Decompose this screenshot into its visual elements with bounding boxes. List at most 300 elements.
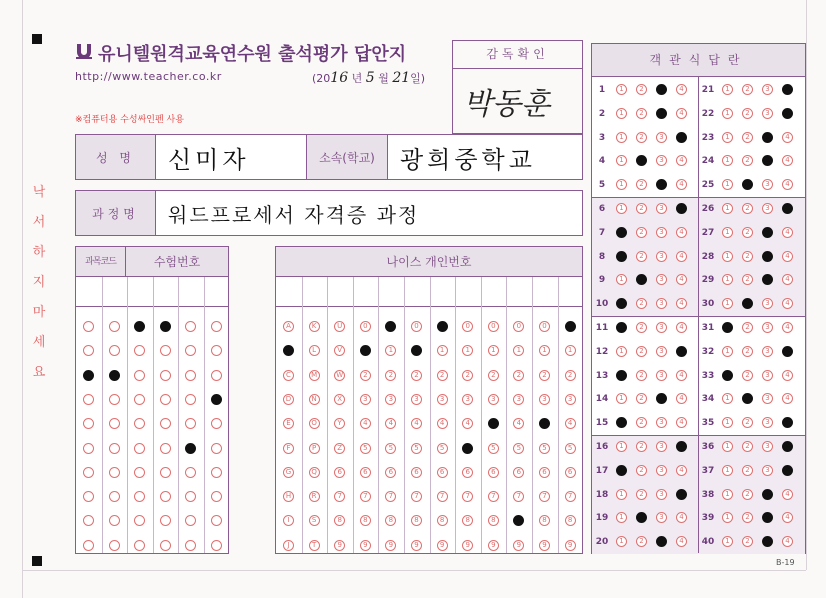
bubble[interactable]: 1 — [565, 345, 576, 356]
bubble[interactable]: 2 — [437, 370, 448, 381]
bubble[interactable]: 3 — [762, 108, 773, 119]
bubble[interactable]: 2 — [513, 370, 524, 381]
bubble[interactable] — [134, 491, 145, 502]
marked-bubble[interactable] — [109, 370, 120, 381]
bubble[interactable]: 9 — [488, 540, 499, 551]
bubble[interactable]: 4 — [676, 155, 687, 166]
bubble[interactable]: 4 — [676, 251, 687, 262]
bubble[interactable]: 3 — [488, 394, 499, 405]
bubble[interactable]: 1 — [722, 512, 733, 523]
bubble[interactable] — [109, 467, 120, 478]
bubble[interactable]: 1 — [722, 227, 733, 238]
bubble[interactable]: 6 — [565, 467, 576, 478]
bubble[interactable] — [160, 345, 171, 356]
bubble[interactable]: 5 — [565, 443, 576, 454]
bubble[interactable] — [83, 443, 94, 454]
bubble[interactable]: 8 — [488, 515, 499, 526]
marked-bubble[interactable]: 3 — [656, 536, 667, 547]
bubble[interactable]: 1 — [722, 108, 733, 119]
bubble[interactable]: 1 — [616, 441, 627, 452]
bubble[interactable]: 4 — [782, 370, 793, 381]
bubble[interactable]: F — [283, 443, 294, 454]
bubble[interactable]: 3 — [656, 346, 667, 357]
bubble[interactable]: D — [283, 394, 294, 405]
bubble[interactable]: 6 — [539, 467, 550, 478]
bubble[interactable]: 2 — [411, 370, 422, 381]
bubble[interactable]: 8 — [539, 515, 550, 526]
marked-bubble[interactable]: 3 — [762, 512, 773, 523]
bubble[interactable]: 2 — [742, 274, 753, 285]
marked-bubble[interactable] — [211, 394, 222, 405]
bubble[interactable]: Y — [334, 418, 345, 429]
bubble[interactable]: 4 — [411, 418, 422, 429]
bubble[interactable]: 0 — [539, 321, 550, 332]
bubble[interactable] — [211, 345, 222, 356]
marked-bubble[interactable]: 0 — [385, 321, 396, 332]
bubble[interactable]: J — [283, 540, 294, 551]
bubble[interactable]: O — [309, 418, 320, 429]
marked-bubble[interactable]: 1 — [616, 298, 627, 309]
bubble[interactable]: 4 — [676, 179, 687, 190]
bubble[interactable]: 6 — [488, 467, 499, 478]
bubble[interactable]: 2 — [742, 417, 753, 428]
bubble[interactable]: 4 — [676, 512, 687, 523]
bubble[interactable]: 9 — [385, 540, 396, 551]
bubble[interactable]: 2 — [742, 536, 753, 547]
marked-bubble[interactable]: 4 — [676, 441, 687, 452]
marked-bubble[interactable]: 1 — [616, 417, 627, 428]
bubble[interactable]: 2 — [636, 441, 647, 452]
bubble[interactable]: 3 — [762, 465, 773, 476]
marked-bubble[interactable]: 4 — [676, 203, 687, 214]
bubble[interactable] — [211, 370, 222, 381]
bubble[interactable] — [109, 443, 120, 454]
bubble[interactable]: 1 — [722, 251, 733, 262]
bubble[interactable]: 1 — [616, 274, 627, 285]
marked-bubble[interactable]: 1 — [616, 251, 627, 262]
bubble[interactable]: 2 — [636, 465, 647, 476]
bubble[interactable]: 4 — [676, 370, 687, 381]
bubble[interactable] — [211, 515, 222, 526]
bubble[interactable]: 2 — [636, 203, 647, 214]
bubble[interactable]: 2 — [742, 346, 753, 357]
bubble[interactable]: 2 — [742, 441, 753, 452]
bubble[interactable]: 4 — [676, 465, 687, 476]
marked-bubble[interactable] — [185, 443, 196, 454]
bubble[interactable] — [83, 321, 94, 332]
bubble[interactable]: 4 — [782, 251, 793, 262]
bubble[interactable] — [134, 345, 145, 356]
bubble[interactable]: 3 — [656, 489, 667, 500]
bubble[interactable] — [109, 345, 120, 356]
bubble[interactable]: 3 — [656, 298, 667, 309]
bubble[interactable]: V — [334, 345, 345, 356]
bubble[interactable]: 3 — [360, 394, 371, 405]
bubble[interactable]: 3 — [762, 322, 773, 333]
bubble[interactable]: 4 — [782, 132, 793, 143]
marked-bubble[interactable] — [83, 370, 94, 381]
bubble[interactable]: M — [309, 370, 320, 381]
bubble[interactable]: 7 — [513, 491, 524, 502]
bubble[interactable] — [160, 443, 171, 454]
bubble[interactable]: 2 — [742, 155, 753, 166]
bubble[interactable]: 8 — [462, 515, 473, 526]
bubble[interactable]: 4 — [782, 512, 793, 523]
bubble[interactable]: 6 — [360, 467, 371, 478]
bubble[interactable]: 3 — [762, 179, 773, 190]
bubble[interactable]: 4 — [782, 155, 793, 166]
bubble[interactable] — [134, 418, 145, 429]
bubble[interactable]: 6 — [462, 467, 473, 478]
bubble[interactable]: 4 — [782, 298, 793, 309]
bubble[interactable] — [185, 467, 196, 478]
bubble[interactable]: 2 — [636, 84, 647, 95]
bubble[interactable] — [83, 491, 94, 502]
bubble[interactable]: R — [309, 491, 320, 502]
bubble[interactable]: 3 — [762, 417, 773, 428]
bubble[interactable]: 0 — [462, 321, 473, 332]
bubble[interactable]: 3 — [762, 84, 773, 95]
bubble[interactable]: 3 — [656, 370, 667, 381]
marked-bubble[interactable]: 3 — [656, 393, 667, 404]
bubble[interactable]: 9 — [360, 540, 371, 551]
bubble[interactable] — [109, 418, 120, 429]
bubble[interactable] — [160, 394, 171, 405]
bubble[interactable]: Q — [309, 467, 320, 478]
bubble[interactable]: 0 — [488, 321, 499, 332]
bubble[interactable]: 1 — [722, 132, 733, 143]
bubble[interactable]: 3 — [762, 393, 773, 404]
marked-bubble[interactable]: 3 — [656, 108, 667, 119]
bubble[interactable]: 6 — [334, 467, 345, 478]
marked-bubble[interactable]: 3 — [656, 84, 667, 95]
bubble[interactable]: 1 — [616, 155, 627, 166]
bubble[interactable]: 2 — [462, 370, 473, 381]
marked-bubble[interactable]: 0 — [437, 321, 448, 332]
bubble[interactable]: 3 — [656, 274, 667, 285]
marked-bubble[interactable]: 1 — [722, 370, 733, 381]
bubble[interactable]: 7 — [488, 491, 499, 502]
bubble[interactable]: 8 — [385, 515, 396, 526]
marked-bubble[interactable]: 3 — [656, 179, 667, 190]
bubble[interactable]: 2 — [636, 346, 647, 357]
bubble[interactable]: 3 — [656, 322, 667, 333]
bubble[interactable] — [185, 540, 196, 551]
bubble[interactable]: W — [334, 370, 345, 381]
bubble[interactable]: 2 — [742, 512, 753, 523]
bubble[interactable]: 3 — [539, 394, 550, 405]
bubble[interactable]: 9 — [437, 540, 448, 551]
bubble[interactable] — [160, 418, 171, 429]
bubble[interactable] — [211, 418, 222, 429]
bubble[interactable]: L — [309, 345, 320, 356]
bubble[interactable]: 3 — [565, 394, 576, 405]
bubble[interactable]: 9 — [513, 540, 524, 551]
bubble[interactable]: G — [283, 467, 294, 478]
bubble[interactable]: 1 — [722, 346, 733, 357]
bubble[interactable]: 3 — [656, 441, 667, 452]
bubble[interactable]: 3 — [656, 203, 667, 214]
bubble[interactable]: 2 — [742, 489, 753, 500]
marked-bubble[interactable]: 1 — [360, 345, 371, 356]
marked-bubble[interactable]: 4 — [488, 418, 499, 429]
bubble[interactable]: 7 — [462, 491, 473, 502]
bubble[interactable]: 1 — [722, 465, 733, 476]
marked-bubble[interactable]: 2 — [742, 179, 753, 190]
bubble[interactable]: 2 — [636, 322, 647, 333]
bubble[interactable]: C — [283, 370, 294, 381]
bubble[interactable]: 1 — [437, 345, 448, 356]
bubble[interactable]: 1 — [722, 203, 733, 214]
bubble[interactable]: 3 — [411, 394, 422, 405]
bubble[interactable]: 3 — [656, 251, 667, 262]
bubble[interactable]: 0 — [513, 321, 524, 332]
bubble[interactable]: 0 — [360, 321, 371, 332]
bubble[interactable]: 3 — [762, 346, 773, 357]
marked-bubble[interactable]: 4 — [782, 84, 793, 95]
bubble[interactable]: E — [283, 418, 294, 429]
bubble[interactable]: S — [309, 515, 320, 526]
bubble[interactable]: 5 — [437, 443, 448, 454]
marked-bubble[interactable]: 3 — [762, 227, 773, 238]
bubble[interactable] — [185, 321, 196, 332]
bubble[interactable]: 1 — [722, 536, 733, 547]
bubble[interactable]: 1 — [616, 346, 627, 357]
bubble[interactable]: 2 — [742, 227, 753, 238]
bubble[interactable]: 1 — [722, 274, 733, 285]
bubble[interactable]: 3 — [762, 203, 773, 214]
bubble[interactable]: 1 — [616, 512, 627, 523]
bubble[interactable]: 9 — [334, 540, 345, 551]
bubble[interactable]: 2 — [636, 251, 647, 262]
bubble[interactable]: 2 — [742, 322, 753, 333]
bubble[interactable] — [134, 515, 145, 526]
bubble[interactable] — [160, 370, 171, 381]
bubble[interactable]: 2 — [742, 251, 753, 262]
bubble[interactable]: A — [283, 321, 294, 332]
bubble[interactable]: 4 — [782, 322, 793, 333]
bubble[interactable]: 3 — [656, 465, 667, 476]
bubble[interactable] — [185, 345, 196, 356]
bubble[interactable]: 9 — [462, 540, 473, 551]
marked-bubble[interactable]: 3 — [762, 132, 773, 143]
bubble[interactable]: 1 — [722, 84, 733, 95]
bubble[interactable]: 4 — [513, 418, 524, 429]
bubble[interactable]: I — [283, 515, 294, 526]
marked-bubble[interactable]: 4 — [782, 465, 793, 476]
bubble[interactable] — [83, 515, 94, 526]
bubble[interactable] — [134, 540, 145, 551]
bubble[interactable] — [109, 491, 120, 502]
marked-bubble[interactable]: B — [283, 345, 294, 356]
bubble[interactable] — [185, 394, 196, 405]
bubble[interactable]: 6 — [437, 467, 448, 478]
bubble[interactable]: 2 — [636, 227, 647, 238]
bubble[interactable]: 7 — [437, 491, 448, 502]
bubble[interactable]: 3 — [762, 441, 773, 452]
bubble[interactable]: 4 — [782, 536, 793, 547]
bubble[interactable]: 8 — [360, 515, 371, 526]
bubble[interactable]: 2 — [636, 536, 647, 547]
bubble[interactable] — [211, 467, 222, 478]
bubble[interactable]: 5 — [385, 443, 396, 454]
bubble[interactable]: 3 — [656, 417, 667, 428]
bubble[interactable]: 2 — [539, 370, 550, 381]
marked-bubble[interactable]: 4 — [782, 108, 793, 119]
bubble[interactable]: 4 — [782, 274, 793, 285]
marked-bubble[interactable] — [160, 321, 171, 332]
bubble[interactable]: 0 — [411, 321, 422, 332]
marked-bubble[interactable]: 8 — [513, 515, 524, 526]
bubble[interactable] — [109, 321, 120, 332]
bubble[interactable]: N — [309, 394, 320, 405]
bubble[interactable]: 1 — [616, 132, 627, 143]
bubble[interactable] — [134, 443, 145, 454]
bubble[interactable] — [109, 515, 120, 526]
bubble[interactable]: 2 — [636, 417, 647, 428]
marked-bubble[interactable]: 1 — [616, 227, 627, 238]
bubble[interactable]: 2 — [636, 108, 647, 119]
bubble[interactable]: 1 — [462, 345, 473, 356]
marked-bubble[interactable]: 4 — [782, 346, 793, 357]
bubble[interactable]: 2 — [636, 179, 647, 190]
bubble[interactable]: 1 — [616, 536, 627, 547]
bubble[interactable]: 7 — [565, 491, 576, 502]
bubble[interactable]: 7 — [334, 491, 345, 502]
marked-bubble[interactable]: 4 — [676, 346, 687, 357]
bubble[interactable] — [211, 321, 222, 332]
bubble[interactable] — [83, 394, 94, 405]
bubble[interactable]: 3 — [385, 394, 396, 405]
bubble[interactable]: 4 — [782, 393, 793, 404]
bubble[interactable]: 1 — [722, 393, 733, 404]
bubble[interactable]: 1 — [722, 441, 733, 452]
bubble[interactable]: 5 — [488, 443, 499, 454]
bubble[interactable]: 7 — [385, 491, 396, 502]
bubble[interactable]: 7 — [411, 491, 422, 502]
marked-bubble[interactable]: 2 — [636, 155, 647, 166]
bubble[interactable]: 9 — [565, 540, 576, 551]
bubble[interactable]: 2 — [742, 370, 753, 381]
marked-bubble[interactable]: 3 — [762, 489, 773, 500]
bubble[interactable] — [185, 418, 196, 429]
marked-bubble[interactable]: 0 — [565, 321, 576, 332]
bubble[interactable] — [211, 443, 222, 454]
bubble[interactable]: 5 — [360, 443, 371, 454]
bubble[interactable] — [83, 467, 94, 478]
bubble[interactable]: H — [283, 491, 294, 502]
bubble[interactable]: 1 — [539, 345, 550, 356]
bubble[interactable]: U — [334, 321, 345, 332]
bubble[interactable] — [160, 491, 171, 502]
marked-bubble[interactable]: 4 — [676, 489, 687, 500]
bubble[interactable]: 4 — [360, 418, 371, 429]
bubble[interactable] — [185, 491, 196, 502]
marked-bubble[interactable]: 1 — [616, 465, 627, 476]
bubble[interactable]: 1 — [616, 203, 627, 214]
bubble[interactable]: 2 — [385, 370, 396, 381]
bubble[interactable] — [185, 370, 196, 381]
marked-bubble[interactable]: 4 — [539, 418, 550, 429]
bubble[interactable]: 4 — [782, 227, 793, 238]
bubble[interactable]: 2 — [360, 370, 371, 381]
marked-bubble[interactable]: 4 — [782, 417, 793, 428]
bubble[interactable] — [211, 540, 222, 551]
bubble[interactable]: 4 — [565, 418, 576, 429]
bubble[interactable]: 3 — [513, 394, 524, 405]
bubble[interactable]: 1 — [616, 489, 627, 500]
bubble[interactable]: 1 — [722, 155, 733, 166]
bubble[interactable]: 2 — [636, 393, 647, 404]
bubble[interactable]: 6 — [411, 467, 422, 478]
bubble[interactable] — [185, 515, 196, 526]
bubble[interactable]: 4 — [676, 393, 687, 404]
bubble[interactable]: 4 — [782, 489, 793, 500]
bubble[interactable]: 1 — [722, 179, 733, 190]
bubble[interactable]: K — [309, 321, 320, 332]
marked-bubble[interactable]: 3 — [762, 274, 773, 285]
bubble[interactable]: 1 — [616, 84, 627, 95]
bubble[interactable]: 8 — [411, 515, 422, 526]
bubble[interactable]: 4 — [676, 274, 687, 285]
bubble[interactable]: 2 — [742, 108, 753, 119]
bubble[interactable]: 2 — [742, 203, 753, 214]
bubble[interactable]: 4 — [676, 227, 687, 238]
bubble[interactable]: 9 — [539, 540, 550, 551]
bubble[interactable]: 3 — [656, 132, 667, 143]
marked-bubble[interactable]: 2 — [742, 298, 753, 309]
marked-bubble[interactable]: 1 — [411, 345, 422, 356]
bubble[interactable]: 1 — [385, 345, 396, 356]
bubble[interactable]: Z — [334, 443, 345, 454]
marked-bubble[interactable]: 3 — [762, 155, 773, 166]
bubble[interactable]: 5 — [513, 443, 524, 454]
bubble[interactable]: 4 — [462, 418, 473, 429]
bubble[interactable]: 9 — [411, 540, 422, 551]
bubble[interactable]: 2 — [636, 370, 647, 381]
bubble[interactable] — [109, 540, 120, 551]
marked-bubble[interactable]: 3 — [762, 251, 773, 262]
bubble[interactable]: 6 — [513, 467, 524, 478]
bubble[interactable] — [134, 467, 145, 478]
bubble[interactable]: 2 — [488, 370, 499, 381]
marked-bubble[interactable]: 1 — [722, 322, 733, 333]
marked-bubble[interactable]: 1 — [616, 322, 627, 333]
bubble[interactable] — [109, 394, 120, 405]
bubble[interactable]: 8 — [565, 515, 576, 526]
bubble[interactable]: 4 — [676, 417, 687, 428]
bubble[interactable]: 2 — [636, 489, 647, 500]
bubble[interactable]: 7 — [360, 491, 371, 502]
bubble[interactable]: 2 — [565, 370, 576, 381]
bubble[interactable] — [160, 540, 171, 551]
bubble[interactable]: 3 — [656, 155, 667, 166]
marked-bubble[interactable]: 2 — [742, 393, 753, 404]
bubble[interactable]: 1 — [616, 393, 627, 404]
marked-bubble[interactable]: 4 — [676, 132, 687, 143]
bubble[interactable]: 4 — [676, 536, 687, 547]
bubble[interactable]: T — [309, 540, 320, 551]
marked-bubble[interactable]: 1 — [616, 370, 627, 381]
bubble[interactable]: 4 — [782, 179, 793, 190]
bubble[interactable]: 1 — [722, 298, 733, 309]
bubble[interactable] — [134, 370, 145, 381]
bubble[interactable] — [134, 394, 145, 405]
bubble[interactable]: 4 — [676, 298, 687, 309]
bubble[interactable]: 8 — [437, 515, 448, 526]
bubble[interactable]: 3 — [656, 512, 667, 523]
bubble[interactable]: 4 — [676, 84, 687, 95]
